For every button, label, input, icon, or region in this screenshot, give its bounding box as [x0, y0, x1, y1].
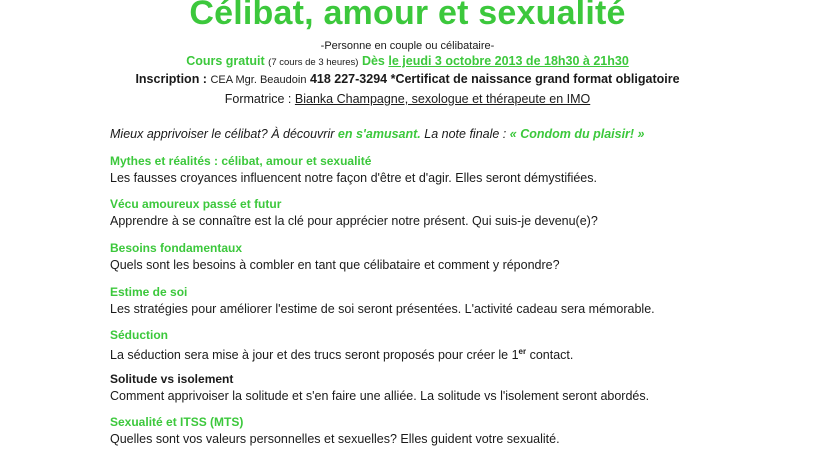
section-title: Séduction — [110, 328, 169, 342]
section-text: Quelles sont vos valeurs personnelles et sexuelles? Elles guident votre sexualité. — [110, 432, 560, 446]
section-text-main: La séduction sera mise à jour et des trucs seront proposés pour créer le 1 — [110, 348, 519, 363]
superscript-er: er — [518, 347, 527, 356]
section-title: Vécu amoureux passé et futur — [110, 197, 282, 211]
section-text: Les stratégies pour améliorer l'estime de soi seront présentées. L'activité cadeau sera mémorable. — [110, 302, 655, 316]
page-title: Célibat, amour et sexualité — [189, 0, 626, 32]
inscription-label: Inscription : — [135, 72, 207, 86]
date-prefix: Dès — [361, 54, 385, 68]
intro-part2: en s'amusant. — [337, 127, 421, 141]
formatrice-name: Bianka Champagne, sexologue et thérapeute en IMO — [294, 92, 591, 106]
section-text: Quels sont les besoins à combler en tant que célibataire et comment y répondre? — [110, 258, 560, 272]
section-title: Sexualité et ITSS (MTS) — [110, 415, 244, 429]
section-title: Mythes et réalités : célibat, amour et sexualité — [110, 154, 372, 168]
section-mythes — [110, 153, 597, 187]
inscription-note: *Certificat de naissance grand format obligatoire — [390, 72, 680, 86]
formatrice-label: Formatrice : — [224, 92, 292, 106]
section-estime — [110, 284, 655, 318]
section-besoins — [110, 240, 560, 274]
section-solitude — [110, 371, 649, 405]
section-text: Comment apprivoiser la solitude et s'en faire une alliée. La solitude vs l'isolement seront abordés. — [110, 389, 650, 403]
intro-part4: « Condom du plaisir! » — [509, 127, 645, 141]
cours-detail: (7 cours de 3 heures) — [268, 57, 359, 68]
section-vecu — [110, 196, 598, 230]
inscription-place: CEA Mgr. Beaudoin — [210, 74, 307, 86]
section-text: Apprendre à se connaître est la clé pour apprécier notre présent. Qui suis-je devenu(e)? — [110, 214, 598, 228]
section-seduction — [110, 327, 573, 364]
intro-part3: La note finale : — [424, 127, 507, 141]
section-title: Solitude vs isolement — [110, 372, 234, 386]
formatrice-info — [0, 92, 815, 106]
subtitle: -Personne en couple ou célibataire- — [320, 40, 495, 52]
inscription-info — [0, 72, 815, 86]
intro-part1: Mieux apprivoiser le célibat? À découvrir — [110, 127, 335, 141]
section-title: Estime de soi — [110, 285, 188, 299]
section-text: Les fausses croyances influencent notre façon d'être et d'agir. Elles seront démystifiées. — [110, 171, 597, 185]
section-text — [110, 343, 573, 364]
section-title: Besoins fondamentaux — [110, 241, 243, 255]
cours-label: Cours gratuit — [186, 54, 265, 68]
course-info — [0, 54, 815, 68]
section-text-after: contact. — [526, 348, 574, 363]
intro-line — [110, 127, 645, 141]
course-date: le jeudi 3 octobre 2013 de 18h30 à 21h30 — [388, 54, 629, 68]
inscription-phone: 418 227-3294 — [309, 72, 388, 86]
section-sexualite — [110, 414, 560, 448]
